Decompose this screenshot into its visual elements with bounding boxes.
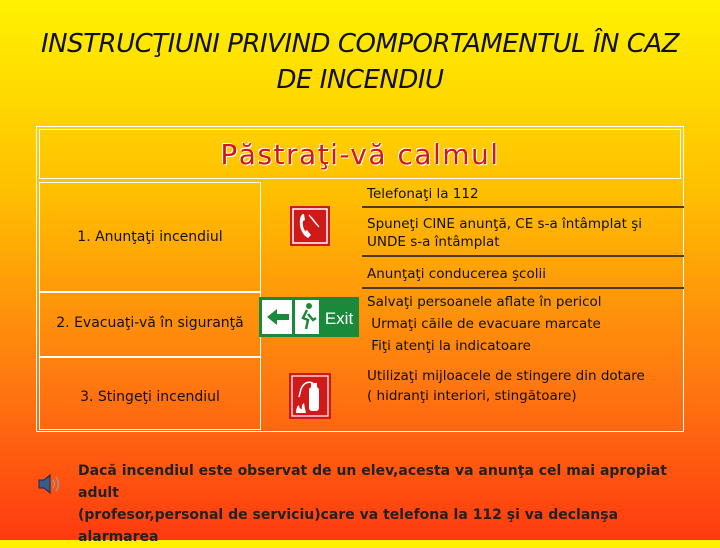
divider-2 <box>362 255 684 257</box>
report-instruction-line-2: UNDE s-a întâmplat <box>367 234 500 250</box>
evacuation-instruction-2: Urmaţi căile de evacuare marcate <box>367 316 601 332</box>
step-1-label: 1. Anunţaţi incendiul <box>77 229 223 245</box>
subtitle: Păstraţi-vă calmul <box>220 138 500 171</box>
step-2-label: 2. Evacuaţi-vă în siguranţă <box>56 315 244 331</box>
footer-line-1: Dacă incendiul este observat de un elev,acesta va anunţa cel mai apropiat adult <box>78 463 667 501</box>
report-instruction-line-1: Spuneţi CINE anunţă, CE s-a întâmplat şi <box>367 216 643 232</box>
exit-sign-icon <box>259 297 359 341</box>
panel-header <box>39 129 681 179</box>
divider-1 <box>362 206 684 208</box>
extinguish-instruction-1: Utilizaţi mijloacele de stingere din dotare <box>367 368 645 384</box>
exit-sign-text: Exit <box>324 309 354 328</box>
step-3-label: 3. Stingeţi incendiul <box>80 389 220 405</box>
evacuation-instruction-1: Salvaţi persoanele aflate în pericol <box>367 294 602 310</box>
call-instruction: Telefonaţi la 112 <box>367 186 479 202</box>
divider-3 <box>362 287 684 289</box>
evacuation-instruction-3: Fiţi atenţi la indicatoare <box>367 338 531 354</box>
page-title: INSTRUCŢIUNI PRIVIND COMPORTAMENTUL ÎN CAZ DE INCENDIU <box>41 29 679 95</box>
instructions-panel <box>36 126 684 432</box>
notify-instruction: Anunţaţi conducerea şcolii <box>367 266 546 282</box>
extinguish-instruction-2: ( hidranţi interiori, stingătoare) <box>367 388 577 404</box>
fire-extinguisher-icon <box>289 373 331 423</box>
footer-line-2: (profesor,personal de serviciu)care va telefona la 112 şi va declanşa alarmarea <box>78 507 619 545</box>
speaker-icon[interactable] <box>36 472 62 500</box>
phone-icon <box>289 205 331 251</box>
footer-note <box>78 460 698 548</box>
